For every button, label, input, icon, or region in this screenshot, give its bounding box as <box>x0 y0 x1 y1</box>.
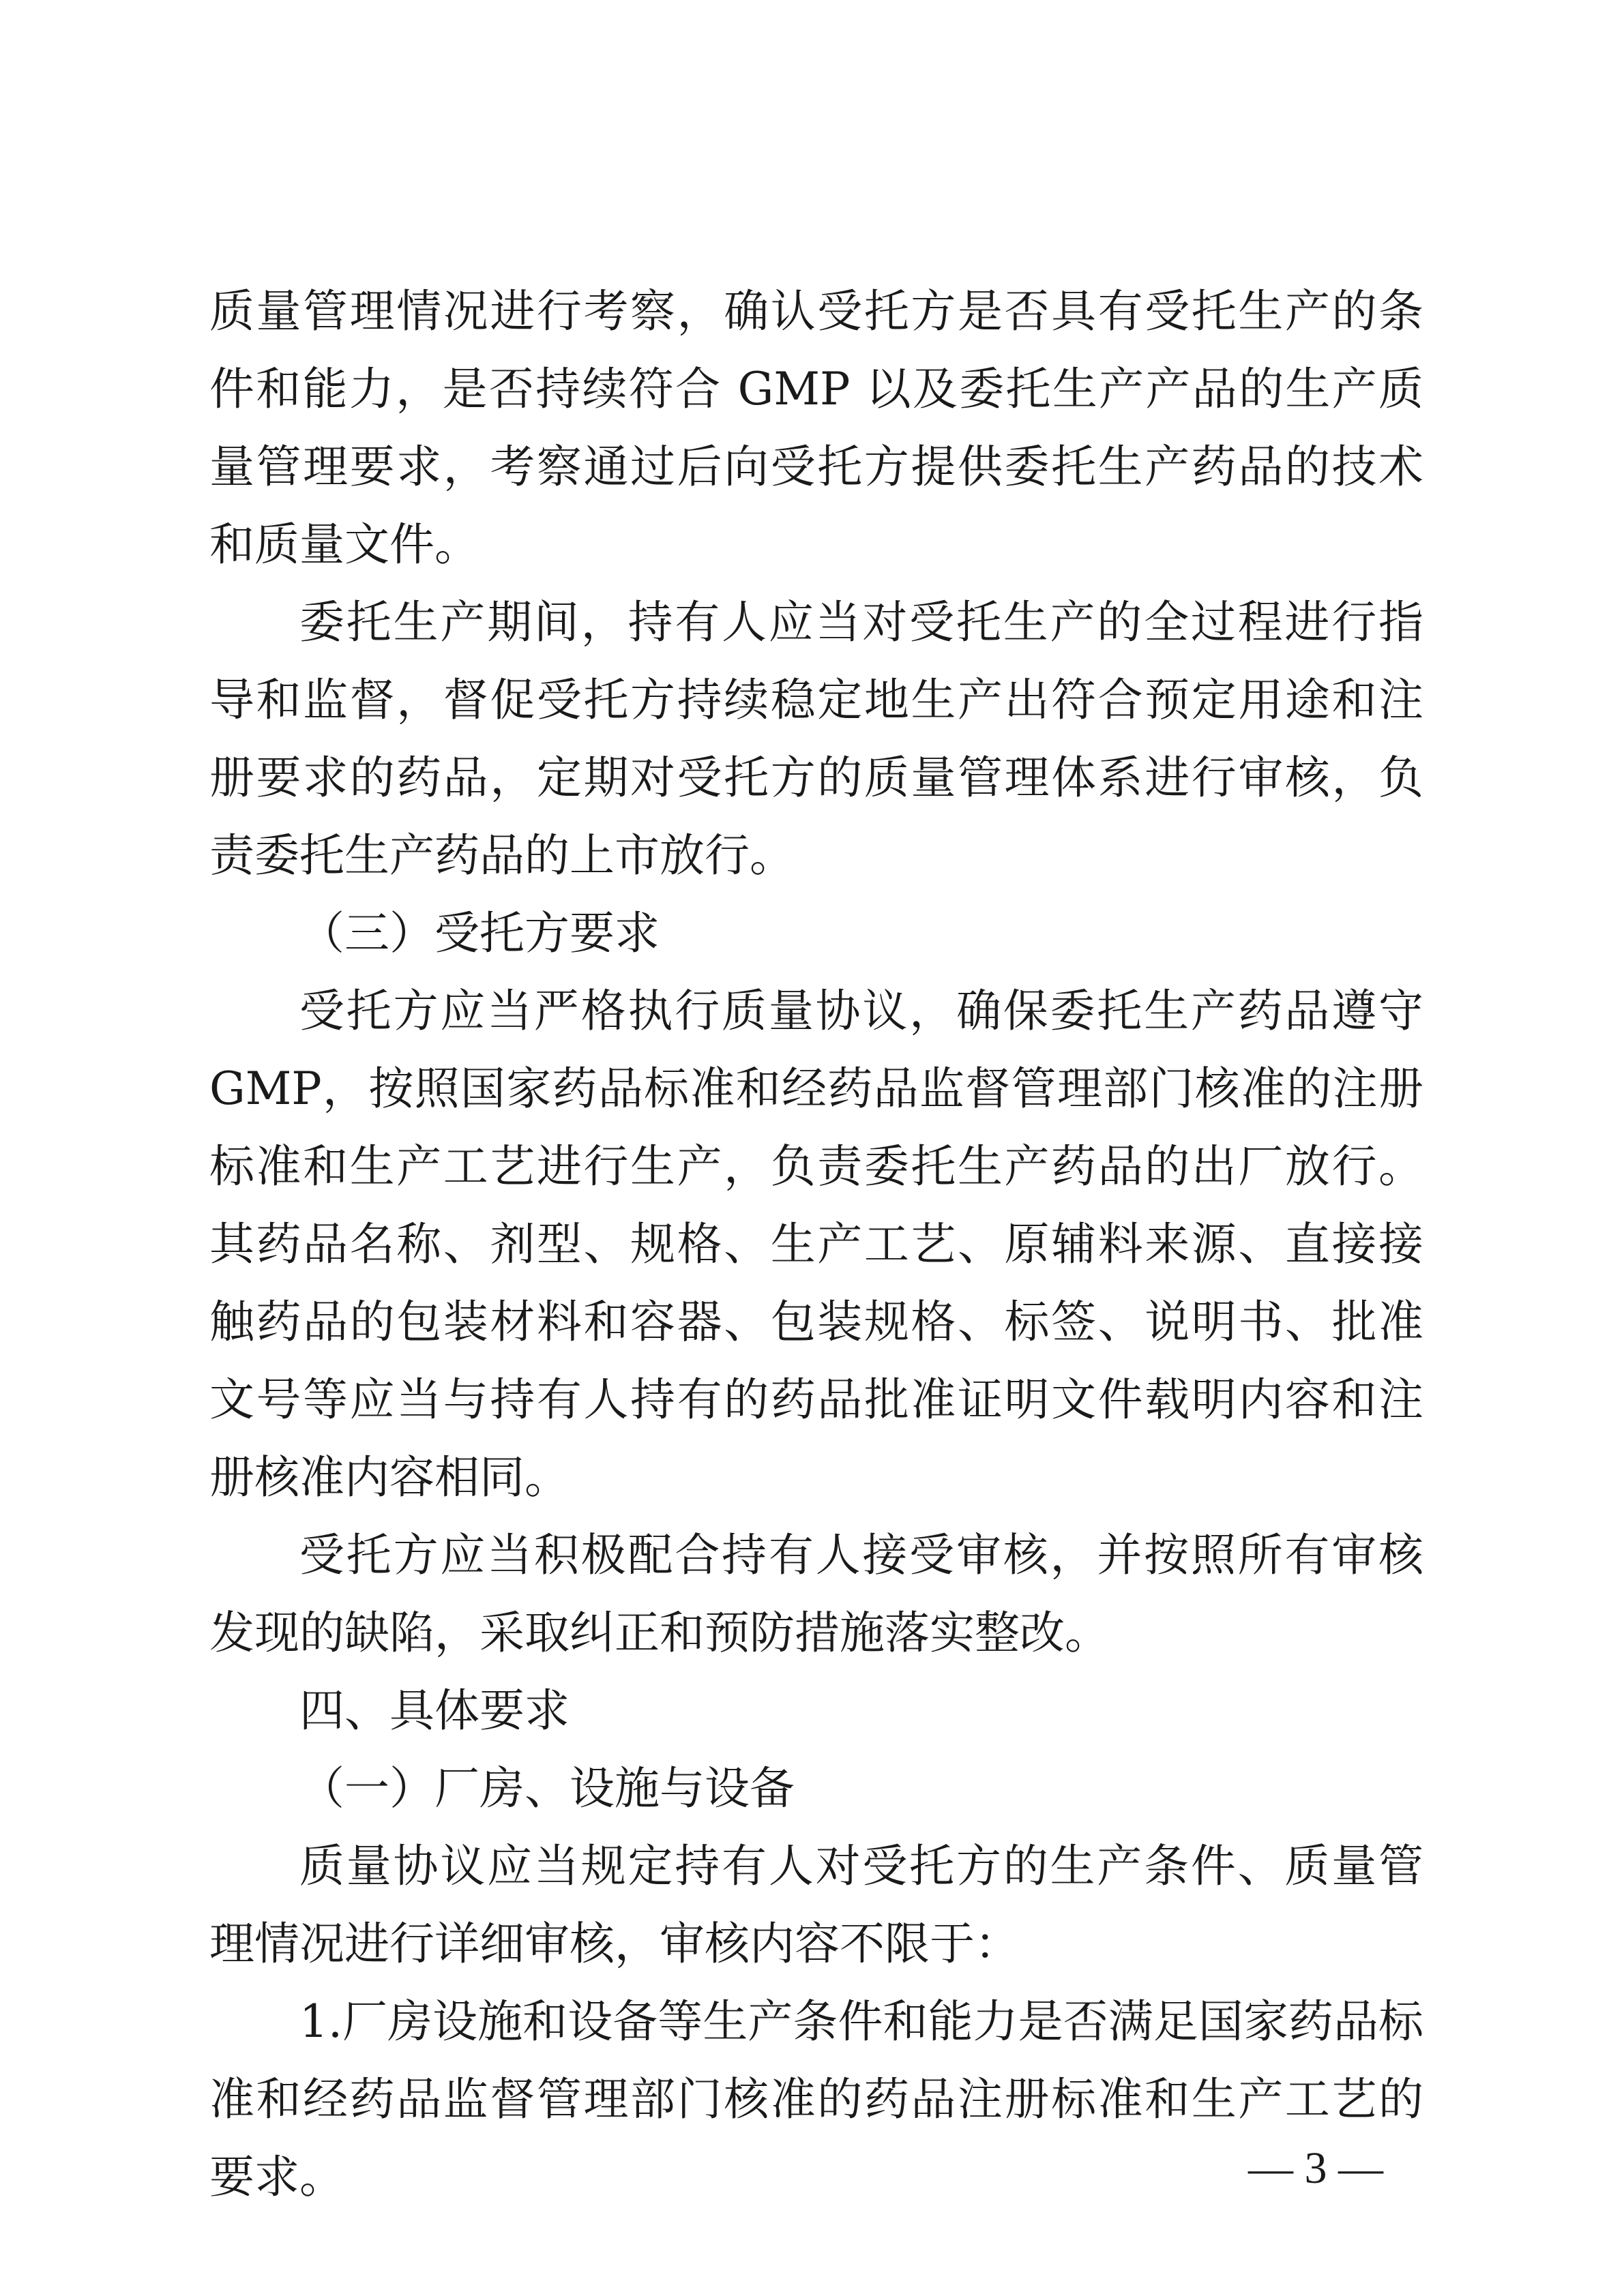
paragraph-contractor-quality: 受托方应当严格执行质量协议，确保委托生产药品遵守 GMP，按照国家药品标准和经药品监督管理部门核准的注册标准和生产工艺进行生产，负责委托生产药品的出厂放行。其药品名称、剂型、规格、生产工艺、原辅料来源、直接接触药品的包装材料和容器、包装规格、标签、说明书、批准文号等应当与持有人持有的药品批准证明文件载明内容和注册核准内容相同。 <box>209 985 1423 1504</box>
paragraph-contractor-audit: 受托方应当积极配合持有人接受审核，并按照所有审核发现的缺陷，采取纠正和预防措施落实整改。 <box>209 1529 1423 1659</box>
paragraph-supervision: 委托生产期间，持有人应当对受托生产的全过程进行指导和监督，督促受托方持续稳定地生产出符合预定用途和注册要求的药品，定期对受托方的质量管理体系进行审核，负责委托生产药品的上市放行。 <box>209 596 1423 882</box>
document-body <box>209 273 1423 2216</box>
page-number: — 3 — <box>1248 2143 1383 2193</box>
list-item-1: 1.厂房设施和设备等生产条件和能力是否满足国家药品标准和经药品监督管理部门核准的药品注册标准和生产工艺的要求。 <box>209 1995 1423 2203</box>
section-heading-specific-requirements: 四、具体要求 <box>299 1684 570 1737</box>
paragraph-continued: 质量管理情况进行考察，确认受托方是否具有受托生产的条件和能力，是否持续符合 GMP 以及委托生产产品的生产质量管理要求，考察通过后向受托方提供委托生产药品的技术和质量文件。 <box>209 285 1423 571</box>
section-heading-contractor-requirements: （三）受托方要求 <box>299 907 660 959</box>
section-heading-facilities-equipment: （一）厂房、设施与设备 <box>299 1762 795 1815</box>
paragraph-quality-agreement: 质量协议应当规定持有人对受托方的生产条件、质量管理情况进行详细审核，审核内容不限于： <box>209 1840 1423 1970</box>
